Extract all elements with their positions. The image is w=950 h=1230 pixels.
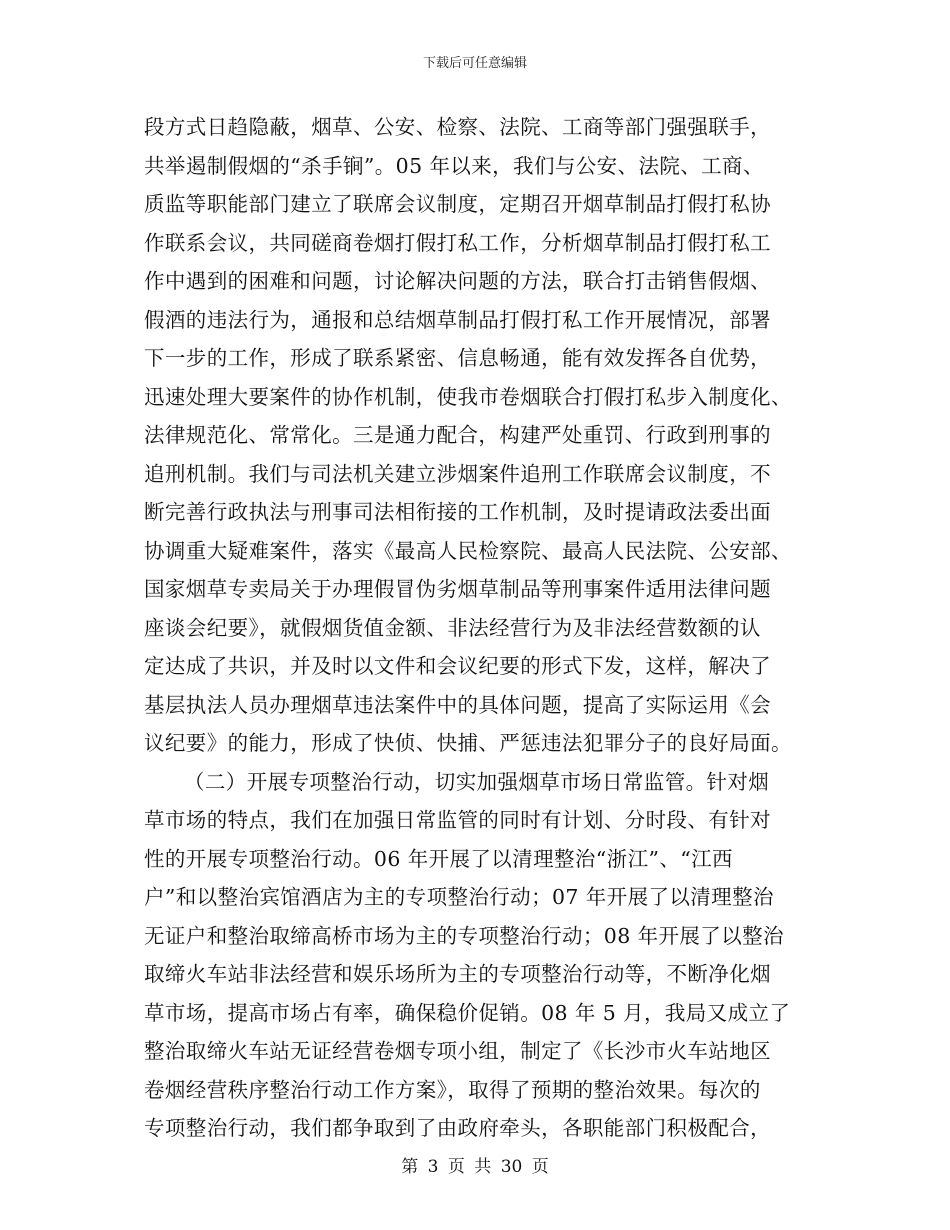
text-line: 草市场，提高市场占有率，确保稳价促销。08 年 5 月，我局又成立了 xyxy=(144,1000,791,1025)
text-line: 作中遇到的困难和问题，讨论解决问题的方法，联合打击销售假烟、 xyxy=(144,269,771,293)
text-line: 取缔火车站非法经营和娱乐场所为主的专项整治行动等，不断净化烟 xyxy=(144,962,771,986)
document-body xyxy=(144,108,814,1148)
text-line: 专项整治行动，我们都争取到了由政府牵头，各职能部门积极配合， xyxy=(144,1116,771,1140)
text-line: 定达成了共识，并及时以文件和会议纪要的形式下发，这样，解决了 xyxy=(144,654,771,678)
text-line: 户”和以整治宾馆酒店为主的专项整治行动；07 年开展了以清理整治 xyxy=(144,885,774,909)
text-line: 草市场的特点，我们在加强日常监管的同时有计划、分时段、有针对 xyxy=(144,808,771,832)
text-line: 协调重大疑难案件，落实《最高人民检察院、最高人民法院、公安部、 xyxy=(144,538,792,563)
text-line: 作联系会议，共同磋商卷烟打假打私工作，分析烟草制品打假打私工 xyxy=(144,230,771,255)
text-line: 追刑机制。我们与司法机关建立涉烟案件追刑工作联席会议制度，不 xyxy=(144,461,771,486)
text-line: 议纪要》的能力，形成了快侦、快捕、严惩违法犯罪分子的良好局面。 xyxy=(144,731,792,755)
text-line: 段方式日趋隐蔽，烟草、公安、检察、法院、工商等部门强强联手， xyxy=(144,115,771,139)
page-header: 下载后可任意编辑 xyxy=(422,56,527,71)
text-line: 断完善行政执法与刑事司法相衔接的工作机制，及时提请政法委出面 xyxy=(144,500,771,524)
text-line: 无证户和整治取缔高桥市场为主的专项整治行动；08 年开展了以整治 xyxy=(144,923,784,948)
text-line: 卷烟经营秩序整治行动工作方案》，取得了预期的整治效果。每次的 xyxy=(144,1077,761,1102)
page-number-footer: 第 3 页 共 30 页 xyxy=(401,1157,549,1177)
text-line: 法律规范化、常常化。三是通力配合，构建严处重罚、行政到刑事的 xyxy=(144,423,771,447)
text-line: 质监等职能部门建立了联席会议制度，定期召开烟草制品打假打私协 xyxy=(144,192,771,216)
text-line: 迅速处理大要案件的协作机制，使我市卷烟联合打假打私步入制度化、 xyxy=(144,384,792,409)
text-line: 性的开展专项整治行动。06 年开展了以清理整治“浙江”、“江西 xyxy=(144,846,733,871)
paragraph-start-line: （二）开展专项整治行动，切实加强烟草市场日常监管。针对烟 xyxy=(184,769,770,794)
text-line: 假酒的违法行为，通报和总结烟草制品打假打私工作开展情况，部署 xyxy=(144,307,771,332)
text-line: 下一步的工作，形成了联系紧密、信息畅通，能有效发挥各自优势， xyxy=(144,346,771,370)
text-line: 国家烟草专卖局关于办理假冒伪劣烟草制品等刑事案件适用法律问题 xyxy=(144,577,771,601)
text-line: 基层执法人员办理烟草违法案件中的具体问题，提高了实际运用《会 xyxy=(144,692,771,717)
text-line: 共举遏制假烟的“杀手锏”。05 年以来，我们与公安、法院、工商、 xyxy=(144,153,764,178)
text-line: 座谈会纪要》，就假烟货值金额、非法经营行为及非法经营数额的认 xyxy=(144,615,761,640)
text-line: 整治取缔火车站无证经营卷烟专项小组，制定了《长沙市火车站地区 xyxy=(144,1039,771,1063)
